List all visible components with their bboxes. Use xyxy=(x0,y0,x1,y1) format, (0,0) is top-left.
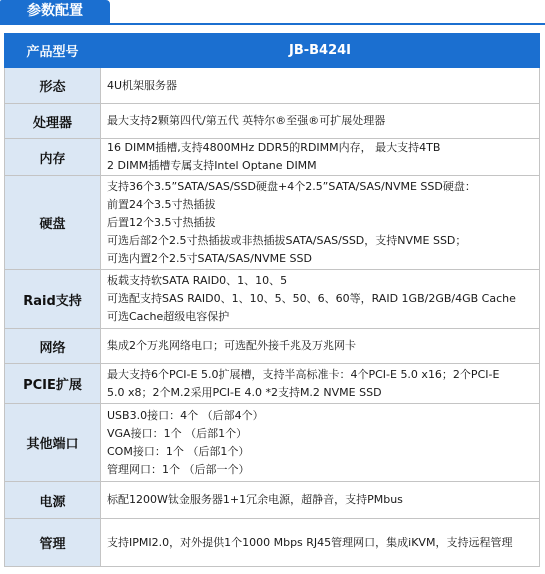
header-label: 产品型号 xyxy=(5,34,101,68)
value-line: 可选Cache超级电容保护 xyxy=(107,310,230,323)
value-line: 可选配支持SAS RAID0、1、10、5、50、6、60等，RAID 1GB/2GB/4GB Cache xyxy=(107,292,516,305)
table-row xyxy=(5,139,540,176)
row-label: Raid支持 xyxy=(5,270,101,329)
value-line: 管理网口：1个 （后部一个） xyxy=(107,462,250,476)
section-divider xyxy=(0,23,545,25)
table-row xyxy=(5,176,540,270)
row-label: 硬盘 xyxy=(5,176,101,270)
row-label: PCIE扩展 xyxy=(5,364,101,404)
table-row xyxy=(5,68,540,104)
value-line: 支持IPMI2.0，对外提供1个1000 Mbps RJ45管理网口，集成iKVM，支持远程管理 xyxy=(107,535,513,549)
value-line: 2 DIMM插槽专属支持Intel Optane DIMM xyxy=(107,159,317,172)
row-value xyxy=(101,364,540,404)
value-line: 可选后部2个2.5寸热插拔或非热插拔SATA/SAS/SSD，支持NVME SSD； xyxy=(107,233,467,247)
table-row xyxy=(5,519,540,567)
value-line: 前置24个3.5寸热插拔 xyxy=(107,197,216,211)
row-value xyxy=(101,176,540,270)
table-row xyxy=(5,482,540,519)
value-line: 可选内置2个2.5寸SATA/SAS/NVME SSD xyxy=(107,251,312,265)
row-label: 内存 xyxy=(5,139,101,176)
value-line: 集成2个万兆网络电口；可选配外接千兆及万兆网卡 xyxy=(107,339,356,352)
row-value xyxy=(101,139,540,176)
value-line: 16 DIMM插槽,支持4800MHz DDR5的RDIMM内存， 最大支持4TB xyxy=(107,141,441,154)
row-label: 其他端口 xyxy=(5,404,101,482)
table-row xyxy=(5,404,540,482)
table-row xyxy=(5,104,540,139)
row-label: 形态 xyxy=(5,68,101,104)
row-value xyxy=(101,519,540,567)
row-value xyxy=(101,68,540,104)
row-label: 处理器 xyxy=(5,104,101,139)
row-label: 管理 xyxy=(5,519,101,567)
row-value xyxy=(101,104,540,139)
row-value xyxy=(101,482,540,519)
spec-table xyxy=(4,33,540,567)
value-line: 后置12个3.5寸热插拔 xyxy=(107,215,216,229)
value-line: 支持36个3.5”SATA/SAS/SSD硬盘+4个2.5”SATA/SAS/NVME SSD硬盘： xyxy=(107,179,476,193)
value-line: USB3.0接口：4个 （后部4个） xyxy=(107,408,264,422)
row-label: 网络 xyxy=(5,329,101,364)
row-value xyxy=(101,329,540,364)
table-header-row xyxy=(5,34,540,68)
value-line: 板载支持软SATA RAID0、1、10、5 xyxy=(107,274,288,287)
value-line: 5.0 x8；2个M.2采用PCI-E 4.0 *2支持M.2 NVME SSD xyxy=(107,385,382,399)
row-value xyxy=(101,404,540,482)
header-model-value: JB-B424I xyxy=(101,34,540,68)
section-tab: 参数配置 xyxy=(0,0,110,23)
table-row xyxy=(5,364,540,404)
value-line: 4U机架服务器 xyxy=(107,78,178,92)
value-line: COM接口：1个 （后部1个） xyxy=(107,444,250,458)
value-line: 最大支持6个PCI-E 5.0扩展槽，支持半高标准卡：4个PCI-E 5.0 x16；2个PCI-E xyxy=(107,367,500,381)
table-row xyxy=(5,270,540,329)
value-line: VGA接口：1个 （后部1个） xyxy=(107,426,248,440)
row-value xyxy=(101,270,540,329)
row-label: 电源 xyxy=(5,482,101,519)
value-line: 最大支持2颗第四代/第五代 英特尔®至强®可扩展处理器 xyxy=(107,114,386,127)
value-line: 标配1200W钛金服务器1+1冗余电源，超静音，支持PMbus xyxy=(107,493,403,506)
table-row xyxy=(5,329,540,364)
